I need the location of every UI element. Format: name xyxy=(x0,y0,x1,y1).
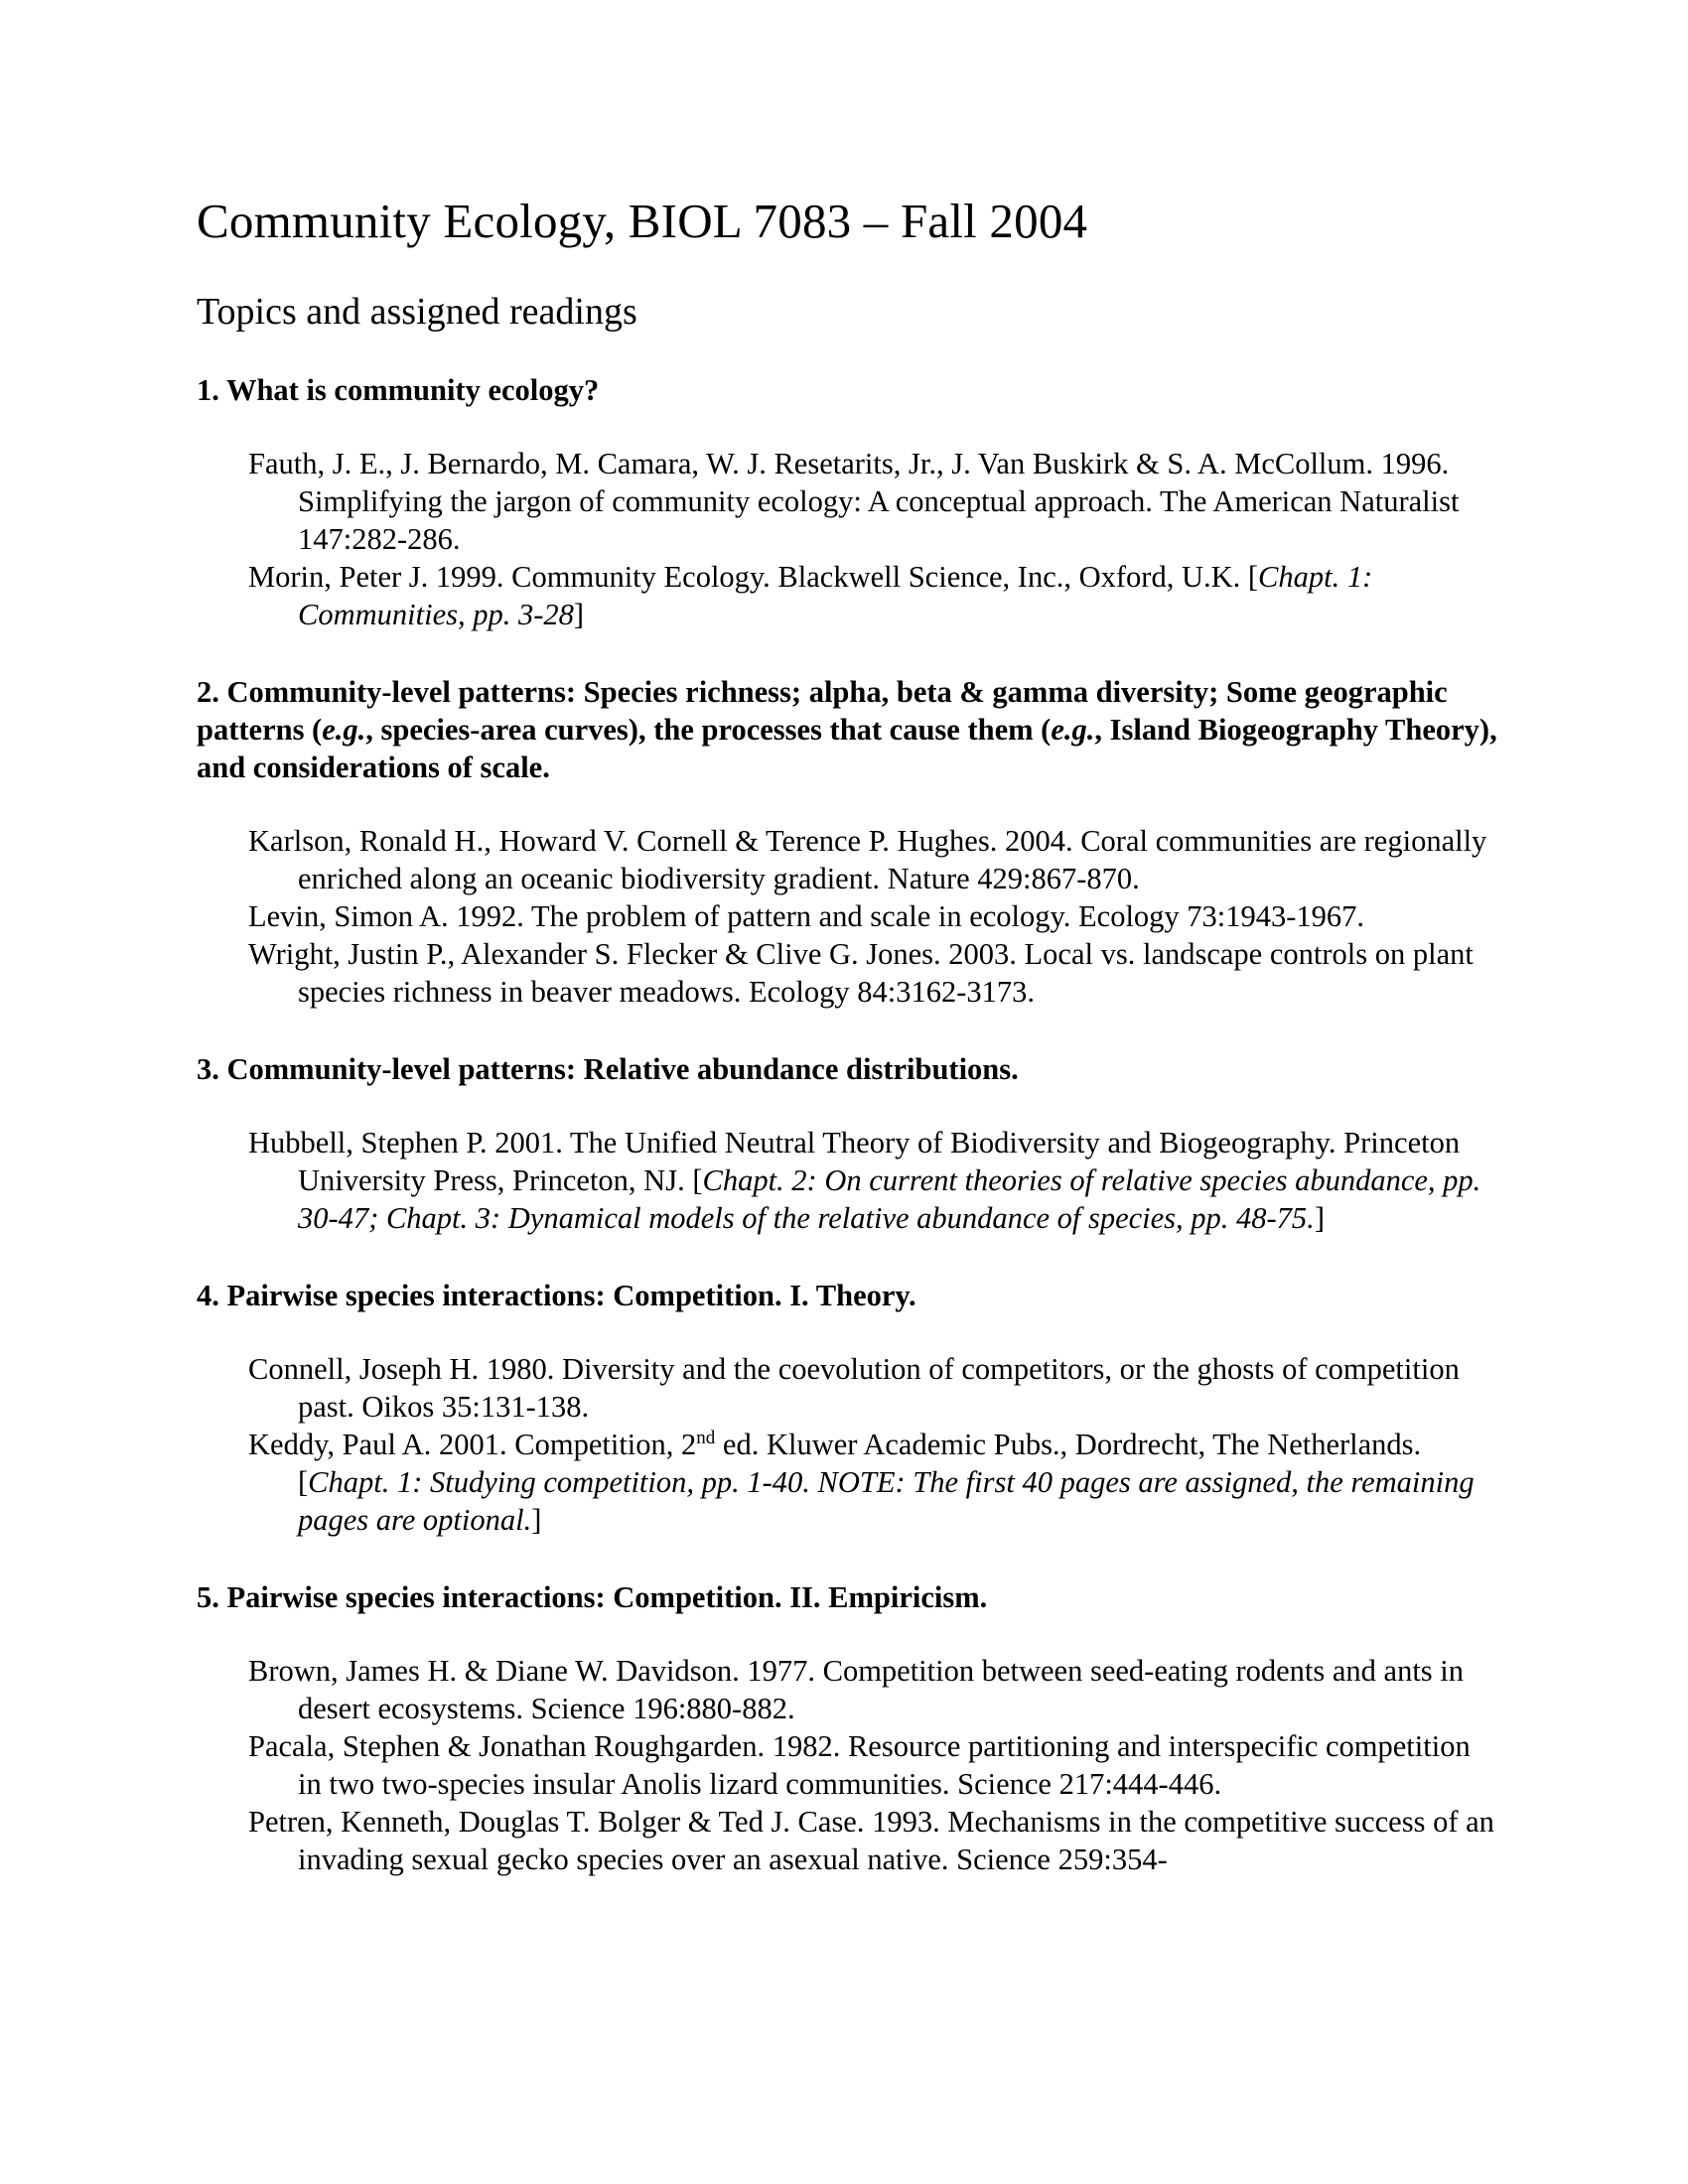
topic-section-4 xyxy=(197,1277,1497,1539)
reading-list xyxy=(197,445,1497,633)
reading-entry: Wright, Justin P., Alexander S. Flecker & Clive G. Jones. 2003. Local vs. landscape controls on plant species richness in beaver meadows. Ecology 84:3162-3173. xyxy=(248,936,1474,1009)
reading-entry: Hubbell, Stephen P. 2001. The Unified Neutral Theory of Biodiversity and Biogeography. Princeton University Press, Princeton, NJ. [Chapt. 2: On current theories of relative species abundance, pp. 30-47; Chapt. 3: Dynamical models of the relative abundance of species, pp. 48-75.] xyxy=(248,1125,1481,1235)
topic-heading: 2. Community-level patterns: Species richness; alpha, beta & gamma diversity; Some geographic patterns (e.g., species-area curves), the processes that cause them (e.g., Island Biogeography Theory), and considerations of scale. xyxy=(197,674,1497,784)
reading-list xyxy=(197,1652,1497,1878)
reading-entry: Fauth, J. E., J. Bernardo, M. Camara, W. J. Resetarits, Jr., J. Van Buskirk & S. A. McCollum. 1996. Simplifying the jargon of community ecology: A conceptual approach. The American Naturalist 147:282-286. xyxy=(248,446,1460,556)
reading-entry: Morin, Peter J. 1999. Community Ecology. Blackwell Science, Inc., Oxford, U.K. [Chapt. 1: Communities, pp. 3-28] xyxy=(248,559,1373,631)
topic-heading: 1. What is community ecology? xyxy=(197,372,600,407)
reading-entry: Connell, Joseph H. 1980. Diversity and the coevolution of competitors, or the ghosts of competition past. Oikos 35:131-138. xyxy=(248,1351,1460,1424)
chapter-note: Chapt. 1: Communities, pp. 3-28 xyxy=(298,559,1373,631)
reading-entry: Keddy, Paul A. 2001. Competition, 2nd ed. Kluwer Academic Pubs., Dordrecht, The Netherlands. [Chapt. 1: Studying competition, pp. 1-40. NOTE: The first 40 pages are assigned, the remaining pages are optional.] xyxy=(248,1427,1475,1537)
reading-entry: Karlson, Ronald H., Howard V. Cornell & Terence P. Hughes. 2004. Coral communities are regionally enriched along an oceanic biodiversity gradient. Nature 429:867-870. xyxy=(248,823,1487,895)
document-subtitle: Topics and assigned readings xyxy=(197,290,637,333)
reading-list xyxy=(197,822,1497,1011)
chapter-note: Chapt. 1: Studying competition, pp. 1-40. NOTE: The first 40 pages are assigned, the remaining pages are optional. xyxy=(298,1464,1475,1537)
reading-entry: Brown, James H. & Diane W. Davidson. 1977. Competition between seed-eating rodents and ants in desert ecosystems. Science 196:880-882. xyxy=(248,1653,1465,1725)
topic-heading: 5. Pairwise species interactions: Competition. II. Empiricism. xyxy=(197,1579,988,1614)
topic-heading: 4. Pairwise species interactions: Competition. I. Theory. xyxy=(197,1278,916,1312)
reading-entry: Pacala, Stephen & Jonathan Roughgarden. 1982. Resource partitioning and interspecific competition in two two-species insular Anolis lizard communities. Science 217:444-446. xyxy=(248,1728,1471,1801)
document-page xyxy=(197,195,1497,1878)
reading-entry: Petren, Kenneth, Douglas T. Bolger & Ted J. Case. 1993. Mechanisms in the competitive success of an invading sexual gecko species over an asexual native. Science 259:354- xyxy=(248,1804,1494,1876)
topic-section-5 xyxy=(197,1578,1497,1878)
topic-section-3 xyxy=(197,1050,1497,1237)
reading-entry: Levin, Simon A. 1992. The problem of pattern and scale in ecology. Ecology 73:1943-1967. xyxy=(248,898,1365,933)
topic-heading: 3. Community-level patterns: Relative abundance distributions. xyxy=(197,1051,1019,1086)
chapter-note: Chapt. 2: On current theories of relative species abundance, pp. 30-47; Chapt. 3: Dynamical models of the relative abundance of species, pp. 48-75. xyxy=(298,1162,1481,1235)
topic-section-1 xyxy=(197,371,1497,633)
topic-section-2 xyxy=(197,673,1497,1011)
reading-list xyxy=(197,1124,1497,1237)
document-title: Community Ecology, BIOL 7083 – Fall 2004 xyxy=(197,194,1088,248)
reading-list xyxy=(197,1350,1497,1539)
